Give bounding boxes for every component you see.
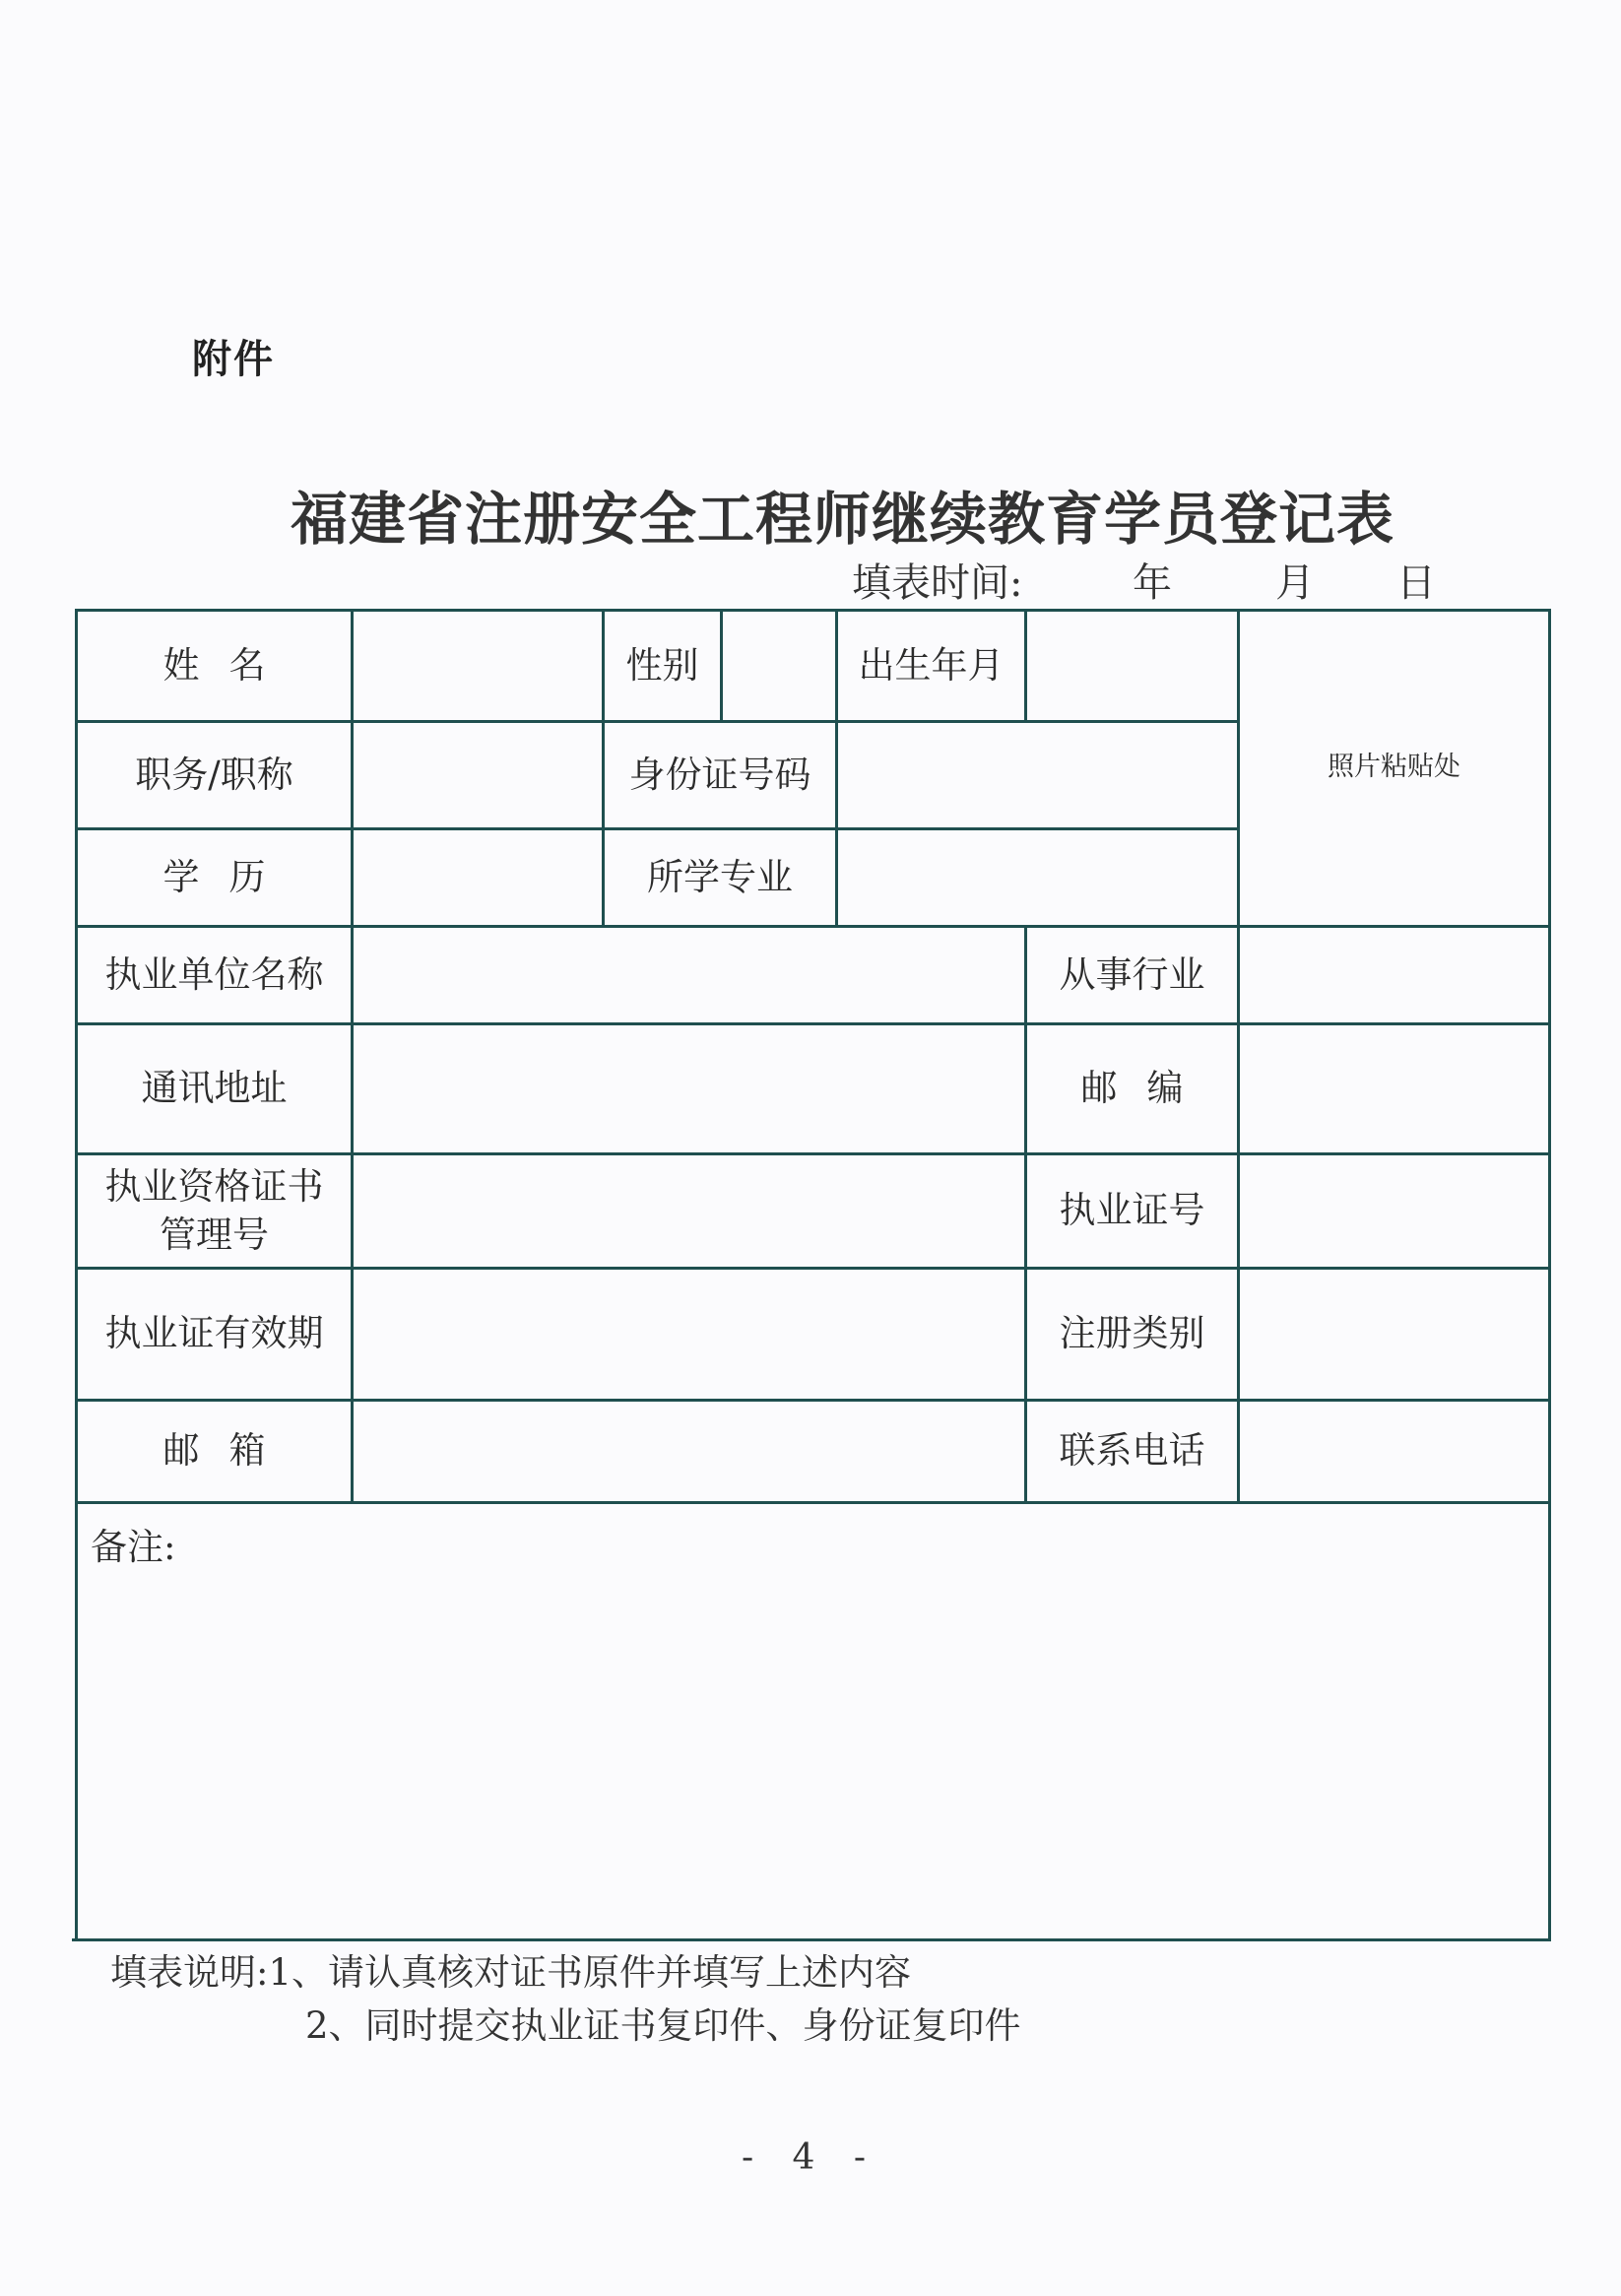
fill-time-label: 填表时间: xyxy=(852,560,1023,606)
license-no-label: 执业证号 xyxy=(1059,1189,1205,1232)
form-title: 福建省注册安全工程师继续教育学员登记表 xyxy=(291,486,1395,553)
email-field[interactable] xyxy=(354,1402,1024,1501)
phone-label: 联系电话 xyxy=(1059,1429,1205,1473)
id-field[interactable] xyxy=(838,723,1237,827)
phone-field[interactable] xyxy=(1240,1402,1548,1501)
validity-field[interactable] xyxy=(354,1270,1024,1399)
table-line xyxy=(1548,609,1551,1940)
reg-type-field[interactable] xyxy=(1240,1270,1548,1399)
instruction-line-1: 填表说明:1、请认真核对证书原件并填写上述内容 xyxy=(110,1951,912,1994)
page-number: - 4 - xyxy=(741,2137,880,2178)
month-label: 月 xyxy=(1275,560,1315,606)
gender-field[interactable] xyxy=(723,612,835,720)
postcode-field[interactable] xyxy=(1240,1025,1548,1152)
gender-label: 性别 xyxy=(625,643,699,687)
email-label: 邮箱 xyxy=(162,1429,295,1473)
postcode-label: 邮编 xyxy=(1080,1067,1213,1110)
education-field[interactable] xyxy=(354,830,602,925)
day-label: 日 xyxy=(1396,560,1436,606)
cert-mgmt-label xyxy=(78,1155,351,1267)
address-label: 通讯地址 xyxy=(141,1067,288,1110)
attachment-label: 附件 xyxy=(192,336,275,382)
name-field[interactable] xyxy=(354,612,602,720)
validity-label: 执业证有效期 xyxy=(104,1312,324,1355)
education-label: 学历 xyxy=(162,855,295,898)
license-no-field[interactable] xyxy=(1240,1155,1548,1267)
major-field[interactable] xyxy=(838,830,1237,925)
industry-field[interactable] xyxy=(1240,928,1548,1022)
instruction-line-2: 2、同时提交执业证书复印件、身份证复印件 xyxy=(305,2004,1021,2047)
id-label: 身份证号码 xyxy=(628,753,811,796)
fill-time-row xyxy=(0,552,1621,611)
address-field[interactable] xyxy=(354,1025,1024,1152)
position-label: 职务/职称 xyxy=(135,753,293,796)
birth-field[interactable] xyxy=(1027,612,1237,720)
position-field[interactable] xyxy=(354,723,602,827)
employer-field[interactable] xyxy=(354,928,1024,1022)
cert-mgmt-label-line2: 管理号 xyxy=(160,1213,269,1256)
name-label: 姓名 xyxy=(162,643,295,687)
employer-label: 执业单位名称 xyxy=(104,952,324,996)
major-label: 所学专业 xyxy=(647,855,793,898)
remark-field[interactable] xyxy=(78,1566,1548,1938)
remark-label: 备注: xyxy=(91,1526,176,1568)
industry-label: 从事行业 xyxy=(1059,952,1205,996)
birth-label: 出生年月 xyxy=(858,643,1005,687)
reg-type-label: 注册类别 xyxy=(1059,1312,1205,1355)
cert-mgmt-field[interactable] xyxy=(354,1155,1024,1267)
cert-mgmt-label-line1: 执业资格证书 xyxy=(104,1165,324,1209)
table-line xyxy=(75,1501,1551,1504)
year-label: 年 xyxy=(1133,560,1172,606)
table-line xyxy=(72,1938,1551,1941)
photo-placeholder[interactable]: 照片粘贴处 xyxy=(1328,752,1460,782)
